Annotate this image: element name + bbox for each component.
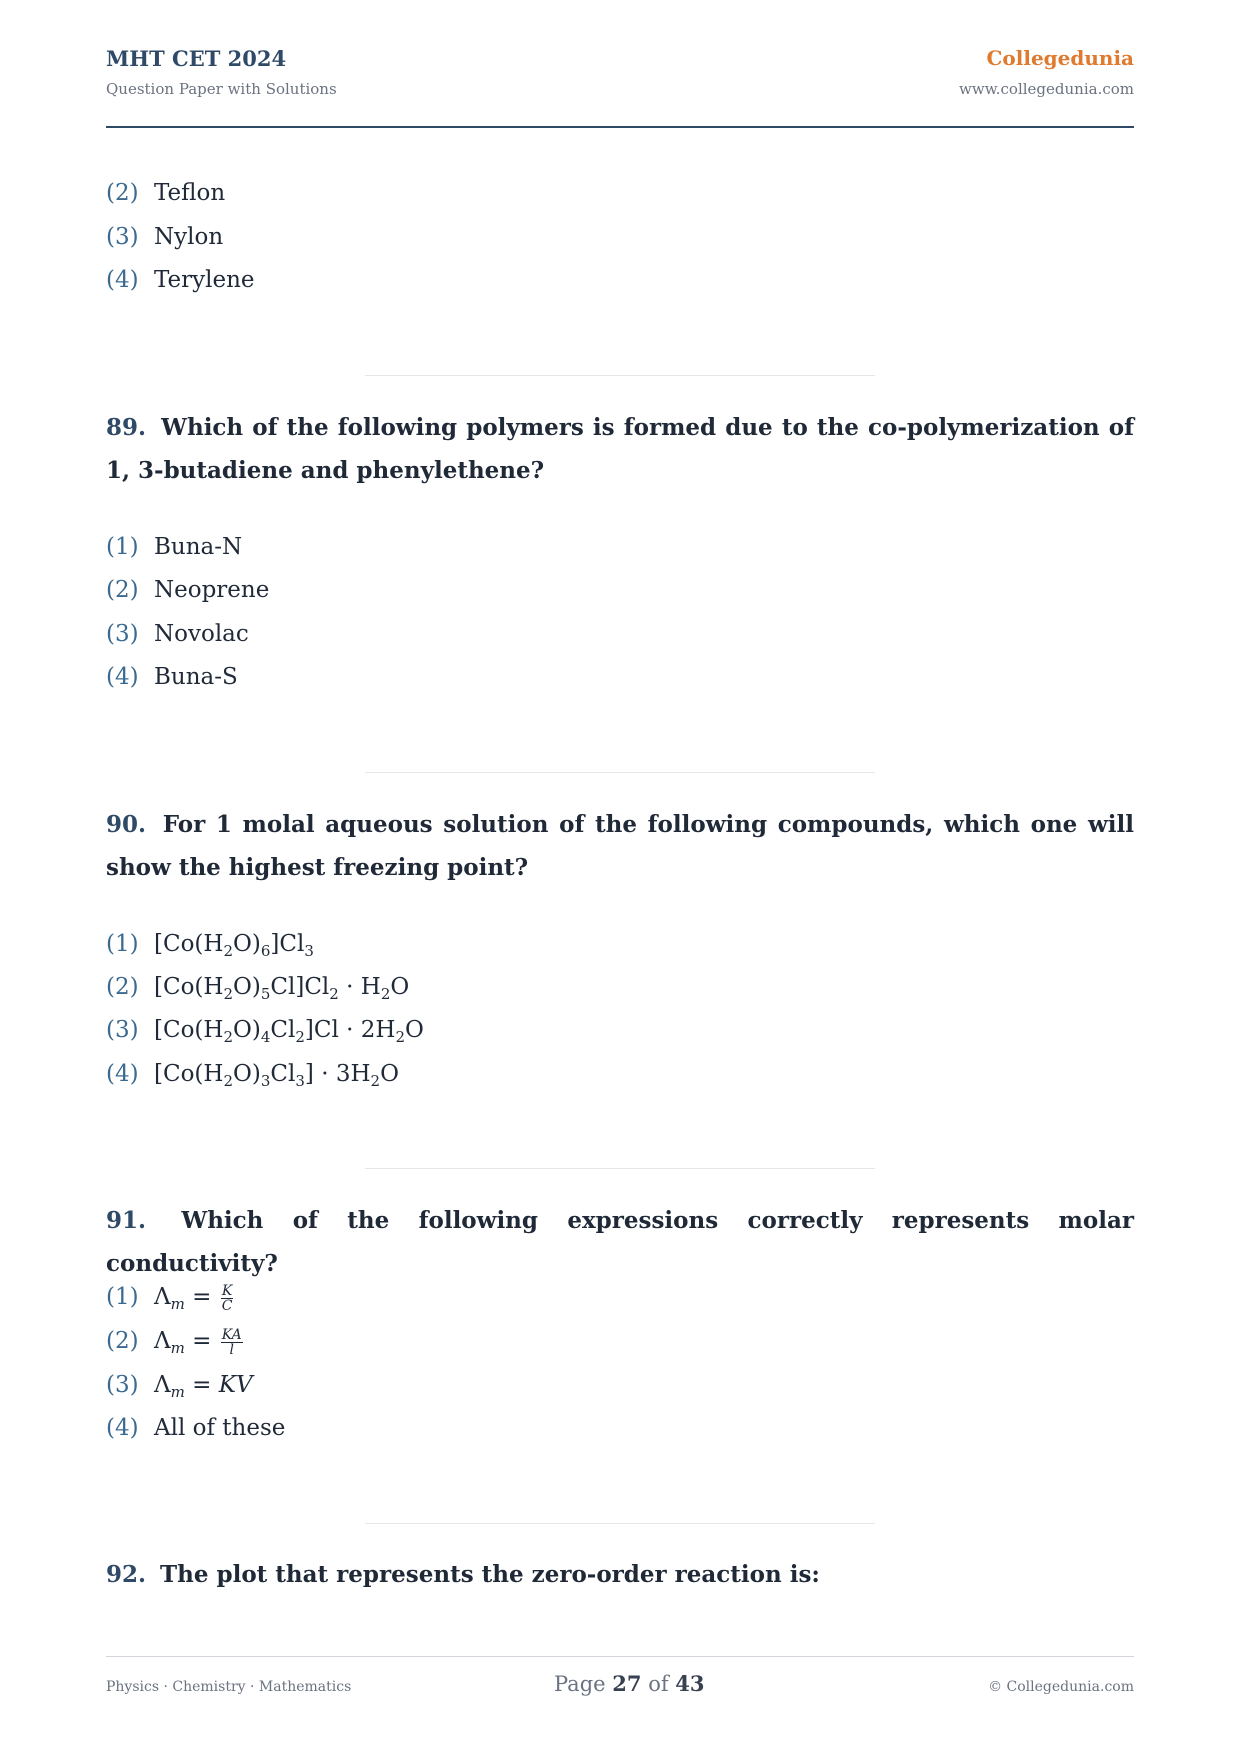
question-body: Which of the following expressions correctly represents molar conductivity? <box>106 1207 1134 1277</box>
option-number: (3) <box>106 224 139 250</box>
brand-name: Collegedunia <box>986 46 1134 70</box>
question-divider <box>365 375 875 376</box>
question-text <box>106 1199 1134 1285</box>
option-item <box>106 1370 253 1400</box>
question-text <box>106 1553 1134 1596</box>
option-item <box>106 1413 285 1443</box>
exam-subtitle: Question Paper with Solutions <box>106 80 337 98</box>
footer-copyright: © Collegedunia.com <box>988 1679 1134 1695</box>
option-text: Terylene <box>154 267 255 293</box>
option-item <box>106 222 223 252</box>
option-item <box>106 972 409 1002</box>
question-body: Which of the following polymers is formed due to the co-polymerization of 1, 3-butadiene and phenylethene? <box>106 414 1134 484</box>
current-page: 27 <box>612 1671 642 1696</box>
option-number: (4) <box>106 267 139 293</box>
option-item <box>106 575 269 605</box>
formula-text: $[Co(H_2O)_6]Cl_3$ <box>154 931 314 960</box>
option-item <box>106 1282 233 1313</box>
option-text: Buna-N <box>154 534 243 560</box>
total-pages: 43 <box>675 1671 705 1696</box>
page-number: Page 27 of 43 <box>554 1671 705 1696</box>
option-item <box>106 619 249 649</box>
option-item <box>106 265 255 295</box>
option-number: (2) <box>106 974 139 1000</box>
option-item <box>106 929 314 959</box>
option-text: Buna-S <box>154 664 238 690</box>
option-number: (1) <box>106 1284 139 1310</box>
equation-text: $\Lambda_m$ = $\frac{KA}{l}$ <box>154 1326 242 1358</box>
option-item <box>106 1015 424 1045</box>
exam-title: MHT CET 2024 <box>106 46 287 71</box>
page-footer <box>106 1656 1134 1707</box>
question-number: 90. <box>106 811 147 838</box>
formula-text: $[Co(H_2O)_5Cl]Cl_2 \cdot H_2O$ <box>154 974 410 1003</box>
question-90 <box>106 803 1134 889</box>
question-91 <box>106 1199 1134 1285</box>
option-number: (1) <box>106 931 139 957</box>
option-text: Novolac <box>154 621 249 647</box>
question-number: 92. <box>106 1561 147 1588</box>
option-item <box>106 1059 399 1089</box>
question-divider <box>365 1168 875 1169</box>
option-number: (4) <box>106 1415 139 1441</box>
page-header <box>106 44 1134 128</box>
question-divider <box>365 1523 875 1524</box>
option-number: (2) <box>106 577 139 603</box>
option-number: (1) <box>106 534 139 560</box>
option-number: (3) <box>106 621 139 647</box>
question-number: 89. <box>106 414 147 441</box>
option-item <box>106 1326 243 1357</box>
option-text: Teflon <box>154 180 226 206</box>
option-number: (2) <box>106 180 139 206</box>
option-text: All of these <box>154 1415 286 1441</box>
question-text <box>106 406 1134 492</box>
option-number: (4) <box>106 664 139 690</box>
option-number: (4) <box>106 1061 139 1087</box>
option-number: (3) <box>106 1372 139 1398</box>
question-92 <box>106 1553 1134 1596</box>
question-body: For 1 molal aqueous solution of the following compounds, which one will show the highest freezing point? <box>106 811 1134 881</box>
formula-text: $[Co(H_2O)_3Cl_3] \cdot 3H_2O$ <box>154 1061 399 1090</box>
equation-text: $\Lambda_m$ = $\frac{K}{C}$ <box>154 1282 233 1314</box>
option-item <box>106 178 225 208</box>
option-item <box>106 662 238 692</box>
question-number: 91. <box>106 1207 147 1234</box>
website-link[interactable]: www.collegedunia.com <box>959 80 1134 98</box>
question-89 <box>106 406 1134 492</box>
option-number: (3) <box>106 1017 139 1043</box>
question-divider <box>365 772 875 773</box>
question-text <box>106 803 1134 889</box>
option-text: Nylon <box>154 224 224 250</box>
footer-subjects: Physics · Chemistry · Mathematics <box>106 1679 352 1695</box>
equation-text: $\Lambda_m$ = KV <box>154 1372 253 1401</box>
option-text: Neoprene <box>154 577 270 603</box>
option-item <box>106 532 242 562</box>
option-number: (2) <box>106 1328 139 1354</box>
question-body: The plot that represents the zero-order reaction is: <box>160 1561 820 1588</box>
formula-text: $[Co(H_2O)_4Cl_2]Cl \cdot 2H_2O$ <box>154 1017 424 1046</box>
